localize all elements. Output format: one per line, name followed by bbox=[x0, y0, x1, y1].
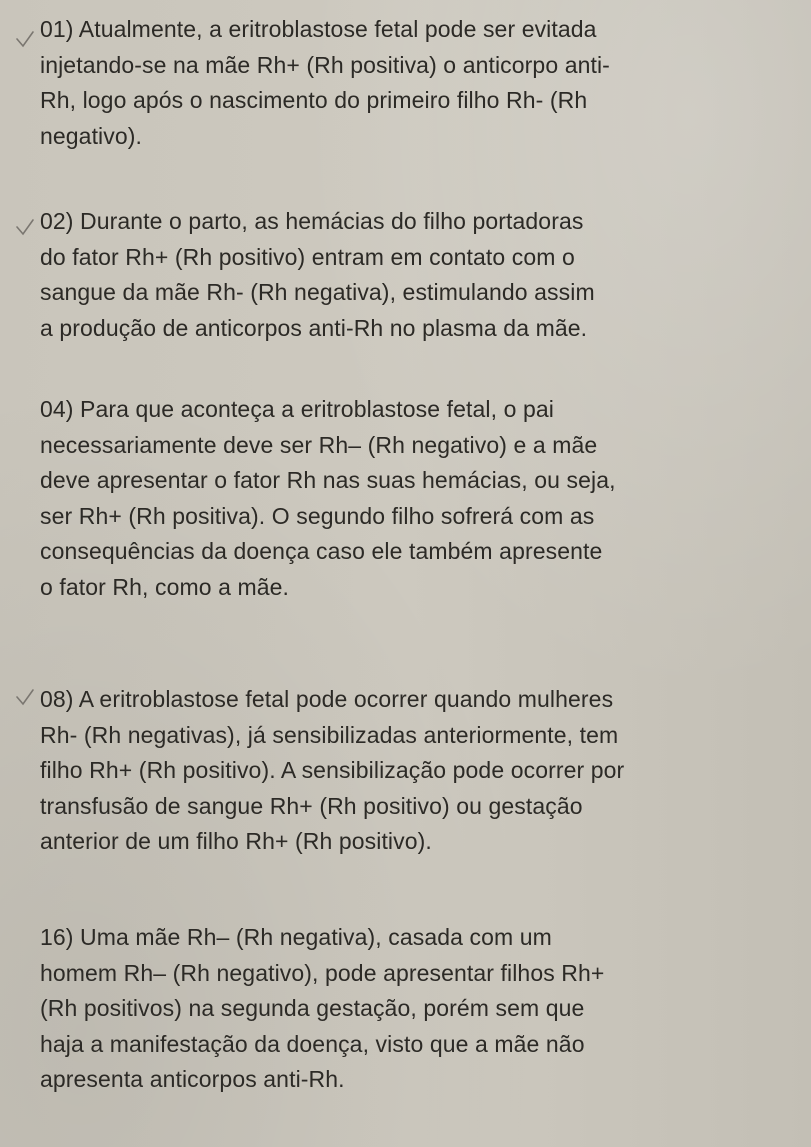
statement-16 bbox=[40, 920, 800, 1098]
statement-line: (Rh positivos) na segunda gestação, porém sem que bbox=[40, 995, 585, 1021]
handwritten-check-mark-icon bbox=[14, 216, 36, 238]
handwritten-check-mark-icon bbox=[14, 686, 36, 708]
statement-line: 16) Uma mãe Rh– (Rh negativa), casada com um bbox=[40, 924, 552, 950]
statement-line: consequências da doença caso ele também apresente bbox=[40, 538, 603, 564]
statement-line: anterior de um filho Rh+ (Rh positivo). bbox=[40, 828, 432, 854]
statement-line: a produção de anticorpos anti-Rh no plasma da mãe. bbox=[40, 314, 588, 341]
statement-line: homem Rh– (Rh negativo), pode apresentar filhos Rh+ bbox=[40, 959, 605, 986]
statement-line: 08) A eritroblastose fetal pode ocorrer quando mulheres bbox=[40, 686, 614, 712]
statement-01 bbox=[40, 12, 800, 154]
statement-line: o fator Rh, como a mãe. bbox=[40, 573, 290, 600]
statement-line: 01) Atualmente, a eritroblastose fetal pode ser evitada bbox=[40, 16, 597, 42]
statement-line: 04) Para que aconteça a eritroblastose fetal, o pai bbox=[40, 396, 554, 422]
statement-line: apresenta anticorpos anti-Rh. bbox=[40, 1066, 345, 1092]
statement-line: injetando-se na mãe Rh+ (Rh positiva) o anticorpo anti- bbox=[40, 51, 610, 78]
statement-02 bbox=[40, 204, 800, 346]
statement-line: transfusão de sangue Rh+ (Rh positivo) ou gestação bbox=[40, 792, 583, 819]
statement-line: ser Rh+ (Rh positiva). O segundo filho sofrerá com as bbox=[40, 502, 595, 529]
statement-line: necessariamente deve ser Rh– (Rh negativo) e a mãe bbox=[40, 431, 598, 458]
statement-line: negativo). bbox=[40, 122, 143, 149]
statement-line: 02) Durante o parto, as hemácias do filho portadoras bbox=[40, 208, 584, 234]
statement-line: do fator Rh+ (Rh positivo) entram em contato com o bbox=[40, 243, 575, 270]
handwritten-check-mark-icon bbox=[14, 28, 36, 50]
statement-line: Rh- (Rh negativas), já sensibilizadas anteriormente, tem bbox=[40, 721, 619, 748]
statement-line: deve apresentar o fator Rh nas suas hemácias, ou seja, bbox=[40, 467, 616, 493]
statement-line: sangue da mãe Rh- (Rh negativa), estimulando assim bbox=[40, 279, 595, 305]
statement-04 bbox=[40, 392, 800, 605]
statement-line: haja a manifestação da doença, visto que a mãe não bbox=[40, 1030, 585, 1057]
statement-line: Rh, logo após o nascimento do primeiro filho Rh- (Rh bbox=[40, 87, 588, 113]
statement-line: filho Rh+ (Rh positivo). A sensibilização pode ocorrer por bbox=[40, 757, 625, 783]
statement-08 bbox=[40, 682, 800, 860]
